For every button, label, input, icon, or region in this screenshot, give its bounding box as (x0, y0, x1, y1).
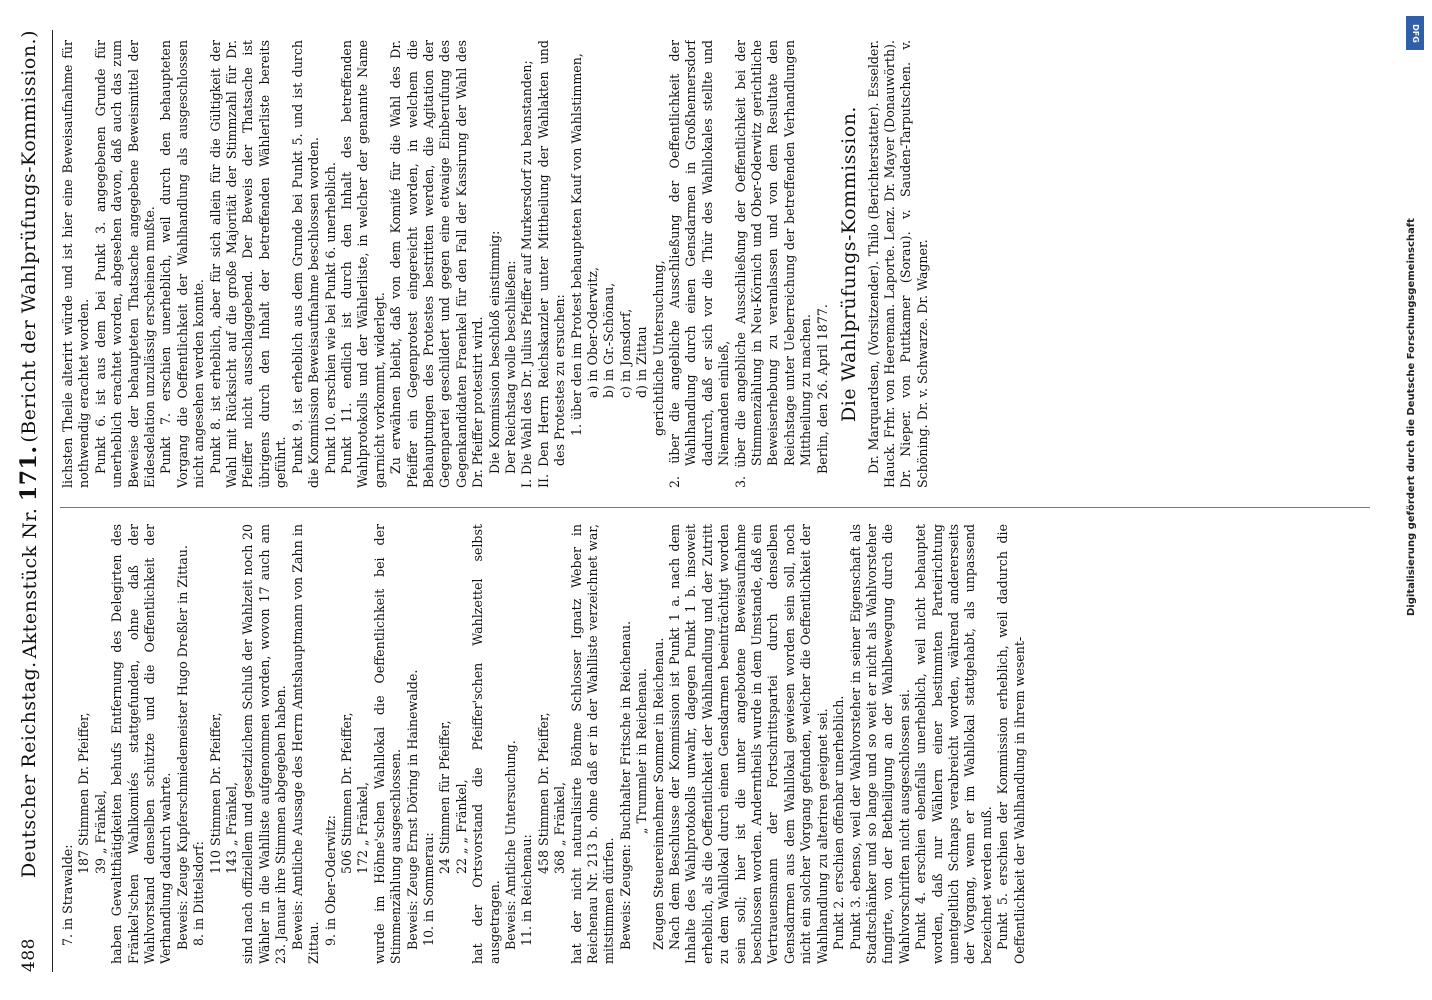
paragraph: II. Den Herrn Reichskanzler unter Mittheilung der Wahlakten und des Protestes zu ersuchen: (535, 40, 568, 488)
paragraph: 110 Stimmen Dr. Pfeiffer, (207, 712, 223, 874)
paragraph: Punkt 2. erschien offenbar unerheblich. (831, 695, 847, 950)
page-number: 488 (19, 938, 39, 972)
paragraph: d) in Zittau (634, 326, 650, 398)
digitization-sidebar (1404, 8, 1426, 992)
paragraph: b) in Gr.-Schönau, (601, 282, 617, 398)
paragraph: Die Kommission beschloß einstimmig: (486, 230, 502, 474)
header-right-title: (Bericht der Wahlprüfungs-Kommission.) (18, 30, 40, 443)
paragraph: Die Wahlprüfungs-Kommission. (838, 106, 861, 422)
paragraph: „ Trummler in Reichenau. (634, 668, 650, 834)
paragraph: Punkt 4. erschien ebenfalls unerheblich, weil nicht behauptet worden, daß nur Wählern einer bestimmten Parteirichtung unentgeltlich Schnaps verabreicht worden, während andererseits der Vorgang, wenn er im Wahllokal stattgehabt, als unpassend bezeichnet werden muß. (913, 524, 994, 964)
paragraph: a) in Ober-Oderwitz, (585, 266, 600, 398)
paragraph: Punkt 6. ist aus dem bei Punkt 3. angegebenen Grunde für unerheblich erachtet worden, abgesehen davon, daß auch das zum Beweise der behaupteten Thatsache angegebene Beweismittel der Eidesdelation unzulässig erscheinen mußte. (92, 40, 158, 488)
dfg-logo (1406, 16, 1424, 50)
paragraph: lichsten Theile alterirt würde und ist hier eine Beweisaufnahme für nothwendig erachtet worden. (60, 40, 92, 488)
paragraph: Beweis: Zeuge Ernst Döring in Hainewalde. (404, 669, 420, 950)
paragraph: 22 „ „ Fränkel, (453, 779, 469, 874)
paragraph: 7. in Strawalde: (60, 844, 75, 946)
paragraph: I. Die Wahl des Dr. Julius Pfeiffer auf Murkersdorf zu beanstanden; (519, 60, 535, 488)
paragraph: gerichtliche Untersuchung, (650, 260, 666, 436)
paragraph: Dr. Marquardsen, (Vorsitzender). Thilo (Berichterstatter). Esselder. Hauck. Frhr. von Heereman. Laporte. Lenz. Dr. Mayer (Donauwörth). Dr. Nieper. von Puttkamer (Sorau). v. Sauden-Tarputschen. v. Schöning. Dr. v. Schwarze. Dr. Wagner. (865, 40, 930, 488)
paragraph: Beweis: Zeuge Kupferschmiedemeister Hugo Dreßler in Zittau. (174, 545, 190, 950)
paragraph: c) in Jonsdorf, (617, 308, 633, 398)
paragraph: 24 Stimmen für Pfeiffer, (437, 720, 453, 874)
paragraph: Berlin, den 26. April 1877. (814, 304, 830, 474)
paragraph: 458 Stimmen Dr. Pfeiffer, (535, 712, 551, 874)
paragraph: Punkt 9. ist erheblich aus dem Grunde bei Punkt 5. und ist durch die Kommission Beweisaufnahme beschlossen worden. (289, 40, 322, 488)
paragraph: 143 „ Fränkel, (224, 781, 240, 874)
paragraph: 1. über den im Protest behaupteten Kauf von Wahlstimmen, (568, 53, 584, 436)
paragraph: Punkt 8. ist erheblich, aber für sich allein für die Gültigkeit der Wahl mit Rücksicht auf die große Majorität der Stimmzahl für Dr. Pfeiffer nicht ausschlaggebend. Der Beweis der Thatsache ist übrigens durch den Inhalt der betreffenden Wählerliste bereits geführt. (207, 40, 289, 488)
paragraph: sind nach offiziellem und gesetzlichem Schluß der Wahlzeit noch 20 Wähler in die Wahlliste aufgenommen worden, wovon 17 auch am 23. Januar ihre Stimmen abgegeben haben. (240, 524, 289, 964)
paragraph: Beweis: Amtliche Untersuchung. (502, 740, 518, 950)
paragraph: 2. über die angebliche Ausschließung der Oeffentlichkeit der Wahlhandlung durch einen Gensdarmen in Großhennersdorf dadurch, daß er sich vor die Thür des Wahllokales stellte und Niemanden einließ, (667, 40, 732, 488)
paragraph: Nach dem Beschlusse der Kommission ist Punkt 1 a. nach dem Inhalte des Wahlprotokolls unwahr, dagegen Punkt 1 b. insoweit erheblich, als die Oeffentlichkeit der Wahlhandlung und der Zutritt zu dem Wahllokal durch einen Gensdarmen beeinträchtigt worden sein soll; hier ist die unter angebotene Beweisaufnahme beschlossen worden. Anderntheils wurde in dem Umstande, daß ein Vertrauensmann der Fortschrittspartei durch denselben Gensdarmen aus dem Wahllokal gewiesen worden sein soll, noch nicht ein solcher Vorgang gefunden, welcher die Oeffentlichkeit der Wahlhandlung zu alteriren geeignet sei. (667, 524, 830, 964)
paragraph: Zu erwähnen bleibt, daß von dem Komité für die Wahl des Dr. Pfeiffer ein Gegenprotest eingereicht worden, in welchem die Behauptungen des Protestes bestritten werden, die Agitation der Gegenpartei geschildert und gegen eine etwaige Einberufung des Gegenkandidaten Fraenkel für den Fall der Kassirung der Wahl des Dr. Pfeiffer protestirt wird. (388, 40, 486, 488)
left-column (60, 524, 1372, 964)
paragraph: Punkt 7. erschien unerheblich, weil durch den behaupteten Vorgang die Oeffentlichkeit der Wahlhandlung als ausgeschlossen nicht angesehen werden konnte. (158, 40, 207, 488)
paragraph: Beweis: Amtliche Aussage des Herrn Amtshauptmann von Zahn in Zittau. (289, 524, 322, 964)
paragraph: 10. in Sommerau: (420, 832, 436, 946)
dfg-logo-text: DFG (1410, 23, 1420, 43)
paragraph: Zeugen Steuereinnehmer Sommer in Reichenau. (650, 637, 666, 950)
paragraph: 187 Stimmen Dr. Pfeiffer, (76, 712, 92, 874)
paragraph: Beweis: Zeugen: Buchhalter Fritsche in Reichenau. (617, 621, 633, 950)
paragraph: 11. in Reichenau: (519, 834, 535, 946)
paragraph: 368 „ Fränkel, (552, 781, 568, 874)
paragraph: hat der Ortsvorstand die Pfeiffer'schen Wahlzettel selbst ausgetragen. (470, 524, 502, 964)
paragraph: Punkt 10. erschien wie bei Punkt 6. unerheblich. (322, 162, 338, 474)
header-center (16, 445, 42, 658)
paragraph: Punkt 3. ebenso, weil der Wahlvorsteher in seiner Eigenschaft als Stadtschänker und so lange und so weit er nicht als Wahlvorsteher fungirte, von der Betheiligung an der Wahlbewegung durch die Wahlvorschriften nicht ausgeschlossen sei. (847, 524, 912, 964)
paragraph: Der Reichstag wolle beschließen: (502, 260, 518, 474)
header-left-title: Deutscher Reichstag. (18, 661, 40, 879)
paragraph: 506 Stimmen Dr. Pfeiffer, (338, 712, 354, 874)
header-rule (52, 30, 53, 972)
paragraph: wurde im Höhne'schen Wahllokal die Oeffentlichkeit bei der Stimmenzählung ausgeschlossen. (371, 524, 404, 964)
paragraph: hat der nicht naturalisirte Böhme Schlosser Ignatz Weber in Reichenau Nr. 213 b. ohne daß er in der Wahlliste verzeichnet war, mitstimmen dürfen. (568, 524, 617, 964)
digitization-credit: Digitalisierung gefördert durch die Deutsche Forschungsgemeinschaft (1406, 218, 1417, 616)
paragraph: Punkt 11. endlich ist durch den Inhalt des betreffenden Wahlprotokolls und der Wählerliste, in welcher der genannte Name garnicht vorkommt, widerlegt. (338, 40, 387, 488)
right-column (60, 40, 1372, 488)
paragraph: 3. über die angebliche Ausschließung der Oeffentlichkeit bei der Stimmenzählung in Neu-Körnich und Ober-Oderwitz gerichtliche Beweiserhebung zu veranlassen und von dem Resultate den Reichstage unter Ueberreichung der betreffenden Verhandlungen Mittheilung zu machen. (732, 40, 814, 488)
paragraph: 8. in Dittelsdorf: (191, 841, 207, 946)
paragraph: 172 „ Fränkel, (355, 781, 371, 874)
paragraph: 39 „ Fränkel, (92, 789, 108, 874)
header-center-title: Aktenstück Nr. (19, 507, 41, 659)
column-divider (60, 507, 1370, 508)
paragraph: 9. in Ober-Oderwitz: (322, 815, 338, 946)
document-number: 171. (16, 445, 42, 502)
paragraph: Punkt 5. erschien der Kommission erheblich, weil dadurch die Oeffentlichkeit der Wahlhandlung in ihrem wesent- (995, 524, 1027, 964)
page-header (8, 30, 50, 972)
paragraph: haben Gewaltthätigkeiten behufs Entfernung des Delegirten des Fränkel'schen Wahlkomités stattgefunden, ohne daß der Wahlvorstand denselben schützte und die Oeffentlichkeit der Verhandlung dadurch wahrte. (109, 524, 174, 964)
header-left (18, 661, 40, 972)
